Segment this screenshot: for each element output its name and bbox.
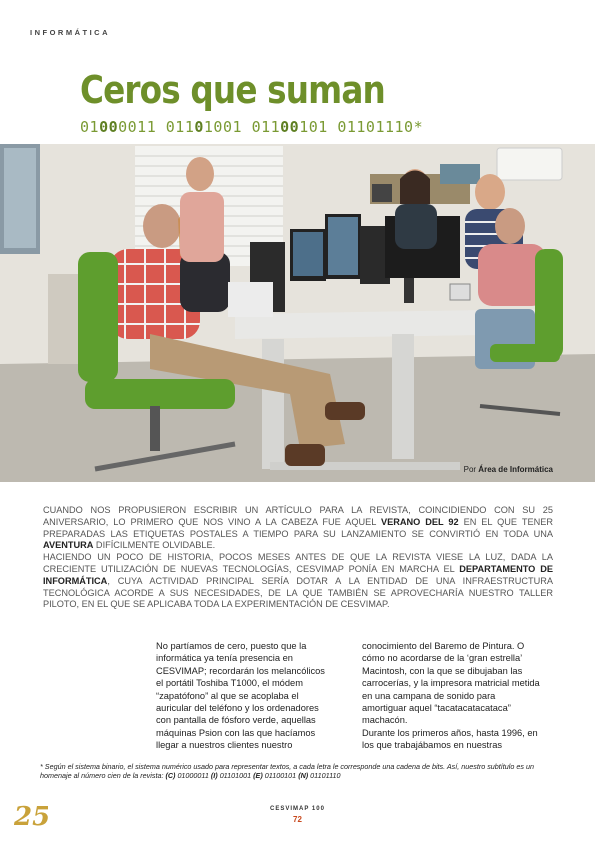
binary-word: 01000011 xyxy=(80,118,157,136)
intro-text xyxy=(43,505,553,611)
page-number: 72 xyxy=(293,815,302,824)
binary-word: 01101110* xyxy=(337,118,424,136)
intro-paragraph: HACIENDO UN POCO DE HISTORIA, POCOS MESES ANTES DE QUE LA REVISTA VIESE LA LUZ, DADA LA CRECIENTE UTILIZACIÓN DE NUEVAS TECNOLOGÍAS, CESVIMAP PONÍA EN MARCHA EL DEPARTAMENTO DE INFORMÁTICA, CUYA ACTIVIDAD PRINCIPAL SERÍA DOTAR A LA ENTIDAD DE UNA INFRAESTRUCTURA TECNOLÓGICA ACORDE A SUS NECESIDADES, DE LA QUE TAMBIÉN SE APROVECHARÍA NUESTRO TALLER PILOTO, EN EL QUE SE APLICABA TODA LA EXPERIMENTACIÓN DE CESVIMAP. xyxy=(43,552,553,610)
binary-word: 01101001 xyxy=(165,118,243,136)
footnote: * Según el sistema binario, el sistema numérico usado para representar textos, a cada letra le corresponde una cadena de bits. Así, nuestro subtítulo es un homenaje al número cien de la revista: (C) 01000011 (I) 01101001 (E) 01100101 (N) 01101110 xyxy=(40,762,534,780)
binary-word: 01100101 xyxy=(251,118,328,136)
body-column-1: No partíamos de cero, puesto que la informática ya tenía presencia en CESVIMAP; recordarán los melancólicos el portátil Toshiba T1000, el módem “zapatófono” al que se acoplaba el auricular del teléfono y los ordenadores con pantalla de fósforo verde, aquellas máquinas Psion con las que hacíamos llegar a nuestros clientes nuestro xyxy=(156,641,325,751)
svg-text:25: 25 xyxy=(14,802,48,830)
body-paragraph: conocimiento del Baremo de Pintura. O cómo no acordarse de la ‘gran estrella’ Macintosh, con la que se dibujaban las carrocerías, y la impresora matricial metida en una campana de sonido para amortiguar aquel “tacatacatacataca” machacón. xyxy=(362,641,540,726)
binary-subtitle xyxy=(80,118,423,136)
team-photo xyxy=(0,144,595,482)
intro-paragraph: CUANDO NOS PROPUSIERON ESCRIBIR UN ARTÍCULO PARA LA REVISTA, COINCIDIENDO CON SU 25 ANIVERSARIO, LO PRIMERO QUE NOS VINO A LA CABEZA FUE AQUEL VERANO DEL 92 EN EL QUE TENER PREPARADAS LAS ETIQUETAS POSTALES A TIEMPO PARA SU LANZAMIENTO SE CONVIRTIÓ EN TODA UNA AVENTURA DIFÍCILMENTE OLVIDABLE. xyxy=(43,505,553,551)
section-label: INFORMÁTICA xyxy=(30,28,110,37)
body-paragraph: Durante los primeros años, hasta 1996, en los que trabajábamos en nuestras xyxy=(362,727,538,751)
body-column-2 xyxy=(362,640,540,752)
photo-credit: Por Área de Informática xyxy=(463,465,553,474)
article-title: Ceros que suman xyxy=(80,68,385,112)
publication-name: CESVIMAP 100 xyxy=(270,806,325,812)
